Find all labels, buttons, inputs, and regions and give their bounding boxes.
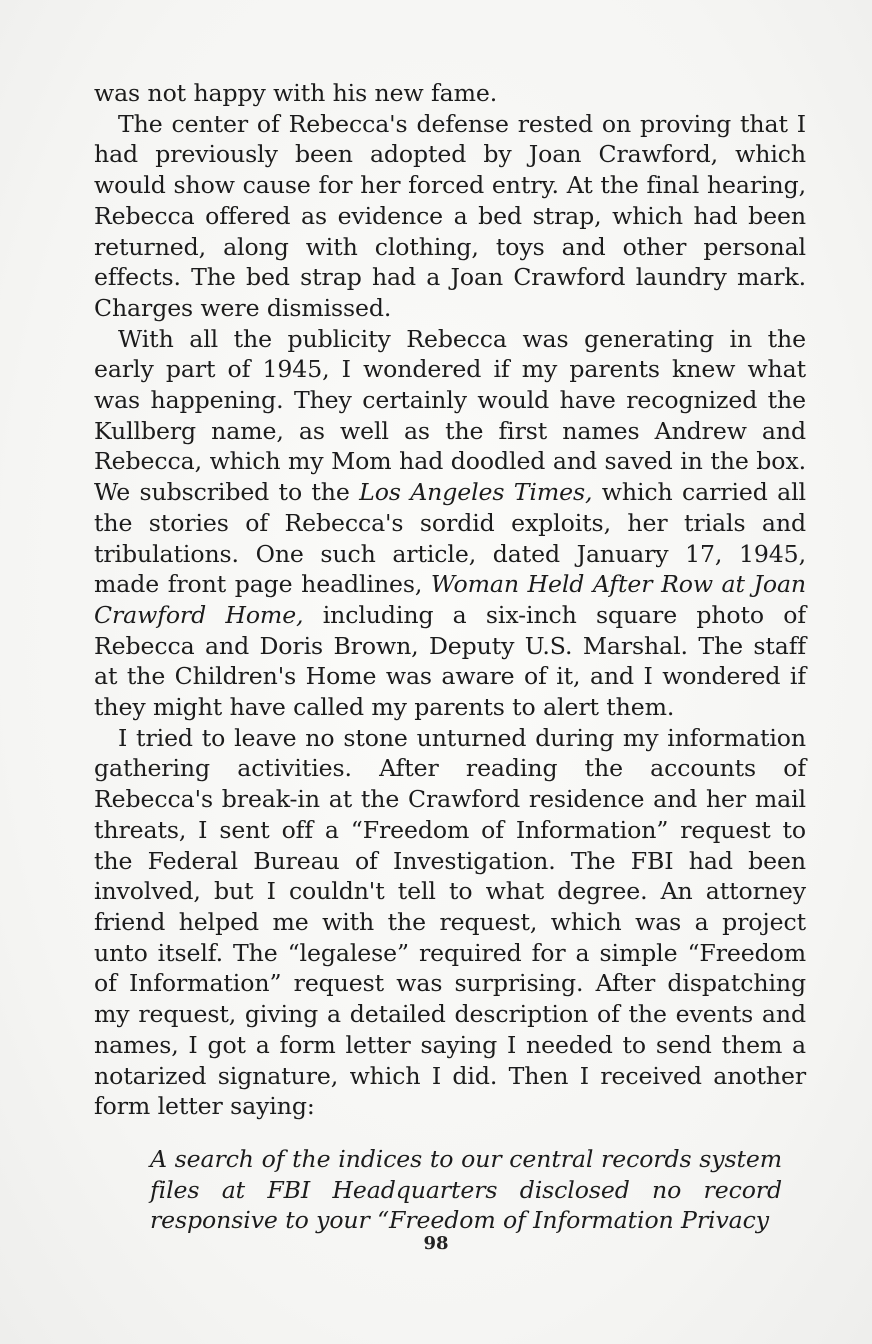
page-number: 98: [423, 1233, 449, 1254]
body-text: [94, 78, 806, 1236]
paragraph-publicity: [94, 324, 806, 723]
italic-title: Los Angeles Times,: [359, 478, 593, 507]
block-quote-fbi-letter: A search of the indices to our central records system files at FBI Headquarters disclosed no record responsive to your “Freedom of Information Privacy: [150, 1144, 782, 1235]
text-run: With all the publicity Rebecca was generating in the early part of 1945, I wondered if my parents knew what was happening. They certainly would have recognized the Kullberg name, as well as the first names Andrew and Rebecca, which my Mom had doodled and saved in the box. We subscribed to the: [94, 324, 806, 507]
paragraph-continuation: [94, 78, 806, 109]
text-run: was not happy with his new fame.: [94, 79, 498, 107]
text-run: The center of Rebecca's defense rested on proving that I had previously been adopted by Joan Crawford, which would show cause for her forced entry. At the final hearing, Rebecca offered as evidence a bed strap, which had been returned, along with clothing, toys and other personal effects. The bed strap had a Joan Crawford laundry mark. Charges were dismissed.: [94, 109, 806, 322]
text-run: including a six-inch square photo of Rebecca and Doris Brown, Deputy U.S. Marshal. The staff at the Children's Home was aware of it, and I wondered if they might have called my parents to alert them.: [94, 600, 806, 722]
text-run: I tried to leave no stone unturned during my information gathering activities. After reading the accounts of Rebecca's break-in at the Crawford residence and her mail threats, I sent off a “Freedom of Information” request to the Federal Bureau of Investigation. The FBI had been involved, but I couldn't tell to what degree. An attorney friend helped me with the request, which was a project unto itself. The “legalese” required for a simple “Freedom of Information” request was surprising. After dispatching my request, giving a detailed description of the events and names, I got a form letter saying I needed to send them a notarized signature, which I did. Then I received another form letter saying:: [94, 723, 806, 1121]
paragraph-foia-request: [94, 723, 806, 1122]
italic-title: Woman Held After Row at Joan Crawford Home,: [94, 570, 807, 629]
text-run: which carried all the stories of Rebecca's sordid exploits, her trials and tribulations. One such article, dated January 17, 1945, made front page headlines,: [94, 478, 806, 599]
paragraph-defense: [94, 109, 806, 324]
